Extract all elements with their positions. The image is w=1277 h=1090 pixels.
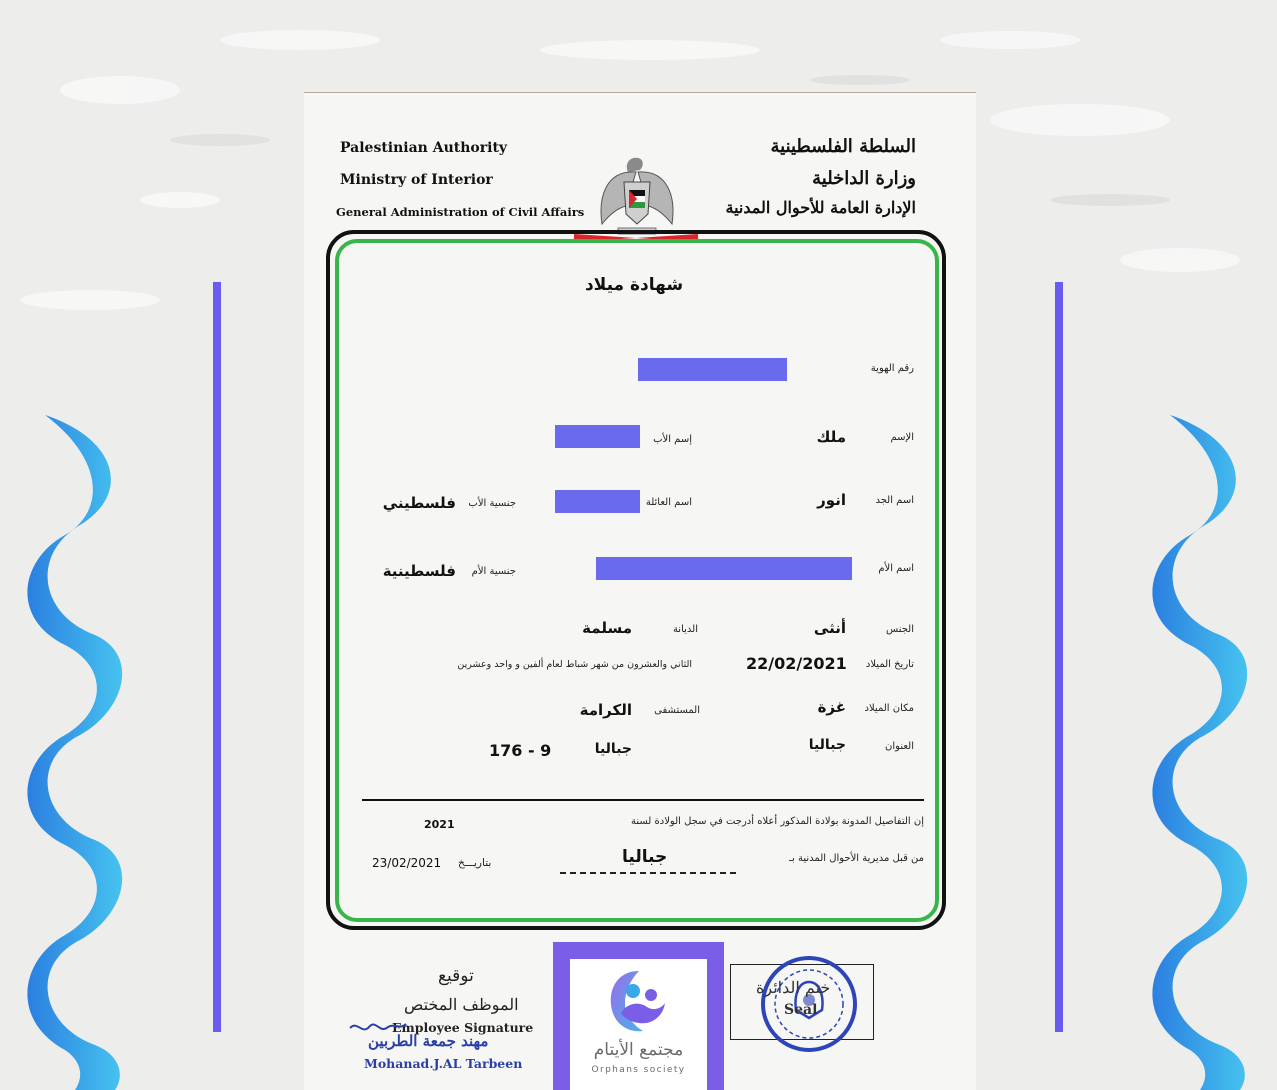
date-value: 23/02/2021 — [372, 856, 442, 870]
decorative-wave-right — [1150, 400, 1260, 1090]
religion-value: مسلمة — [582, 619, 632, 637]
signature-ar-role: الموظف المختص — [404, 995, 519, 1014]
seal-ar-label: ختم الدائرة — [756, 978, 831, 997]
gender-label: الجنس — [885, 624, 914, 635]
header-ar-administration: الإدارة العامة للأحوال المدنية — [725, 198, 916, 217]
header-en-authority: Palestinian Authority — [340, 140, 508, 156]
hospital-value: الكرامة — [579, 701, 632, 719]
date-label: بتاريـــخ — [458, 857, 492, 869]
handwritten-name-en: Mohanad.J.AL Tarbeen — [364, 1056, 523, 1071]
birth-date-label: تاريخ الميلاد — [865, 659, 914, 670]
mother-nationality-label: جنسية الأم — [471, 566, 516, 577]
logo-name-en: Orphans society — [591, 1065, 686, 1075]
logo-name-ar: مجتمع الأيتام — [593, 1040, 684, 1060]
certificate-title: شهادة ميلاد — [584, 275, 684, 295]
grandfather-value: انور — [817, 491, 846, 509]
signature-en-label: Employee Signature — [392, 1020, 534, 1035]
birth-date-value: 22/02/2021 — [746, 654, 847, 673]
address-area: جباليا — [594, 741, 632, 757]
directorate-value: جباليا — [622, 847, 668, 867]
mother-name-label: اسم الأم — [878, 563, 914, 574]
address-label: العنوان — [885, 741, 914, 752]
id-redaction — [638, 358, 787, 381]
hospital-label: المستشفى — [654, 705, 700, 716]
father-nationality-label: جنسية الأب — [468, 498, 516, 509]
registry-statement: إن التفاصيل المدونة بولادة المذكور أعلاه أدرجت في سجل الولادة لسنة — [631, 816, 924, 827]
father-name-redaction — [555, 425, 640, 448]
address-value: جباليا — [808, 737, 846, 753]
seal-en-label: Seal — [784, 1002, 818, 1018]
header-ar-ministry: وزارة الداخلية — [812, 168, 916, 189]
certificate-paper — [304, 92, 976, 1090]
decorative-wave-left — [25, 400, 135, 1090]
birth-place-label: مكان الميلاد — [864, 703, 914, 714]
name-label: الإسم — [890, 432, 914, 443]
mother-name-redaction — [596, 557, 852, 580]
accent-bar-left — [213, 282, 221, 1032]
name-value: ملك — [816, 428, 846, 446]
directorate-label: من قبل مديرية الأحوال المدنية بـ — [789, 853, 924, 864]
paper-edge — [304, 92, 976, 93]
mother-nationality-value: فلسطينية — [382, 562, 456, 580]
father-name-label: إسم الأب — [653, 434, 692, 445]
header-ar-authority: السلطة الفلسطينية — [770, 136, 916, 157]
birth-place-value: غزة — [817, 698, 846, 716]
family-name-redaction — [555, 490, 640, 513]
directorate-dashed-line — [560, 872, 736, 874]
header-en-ministry: Ministry of Interior — [340, 172, 493, 188]
birth-date-words: الثاني والعشرون من شهر شباط لعام ألفين و واحد وعشرين — [457, 659, 692, 670]
orphans-society-logo-icon — [603, 965, 675, 1037]
address-number: 176 - 9 — [489, 741, 552, 760]
signature-ar-title: توقيع — [438, 966, 474, 986]
religion-label: الديانة — [672, 624, 698, 635]
handwritten-name-ar: مهند جمعة الطربين — [368, 1032, 489, 1050]
gender-value: أنثى — [813, 619, 846, 637]
registry-year: 2021 — [424, 818, 455, 831]
accent-bar-right — [1055, 282, 1063, 1032]
father-nationality-value: فلسطيني — [382, 494, 456, 512]
id-label: رقم الهوية — [870, 363, 914, 374]
orphans-society-logo — [570, 959, 707, 1090]
divider-line — [362, 799, 924, 801]
header-en-administration: General Administration of Civil Affairs — [336, 205, 585, 219]
grandfather-label: اسم الجد — [875, 495, 914, 506]
family-name-label: اسم العائلة — [645, 497, 692, 508]
